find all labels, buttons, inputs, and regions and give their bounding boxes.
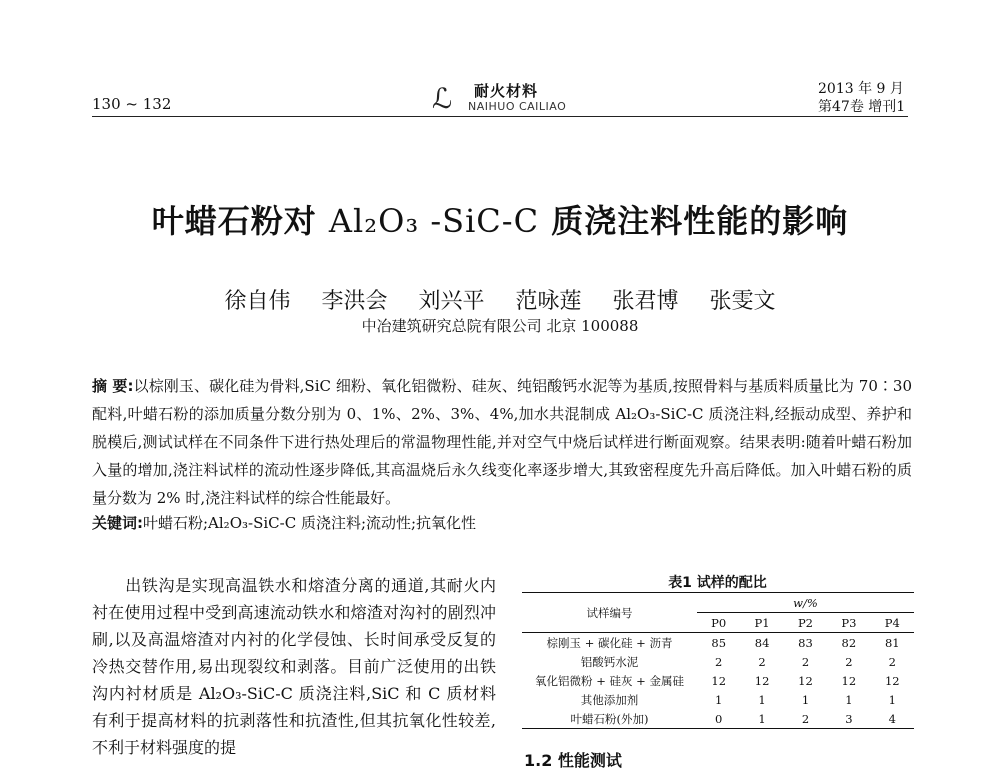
page-range: 130 ~ 132: [92, 95, 172, 113]
journal-name-cn: 耐火材料: [474, 82, 539, 100]
row-label: 叶蜡石粉(外加): [522, 709, 697, 729]
row-header-cell: 试样编号: [522, 593, 697, 633]
column-header: P3: [827, 613, 870, 633]
table-caption: 表1 试样的配比: [668, 575, 767, 591]
table-cell: 12: [798, 673, 813, 688]
author: 张雯文: [709, 289, 776, 314]
table-cell: 1: [888, 692, 896, 707]
table-row: [522, 671, 914, 690]
table-row: [522, 690, 914, 709]
column-header: P1: [740, 613, 783, 633]
table-cell: 4: [871, 709, 914, 729]
issue-date: 2013 年 9 月: [818, 81, 904, 97]
table-cell: 2: [784, 709, 827, 729]
section-heading: 1.2 性能测试: [524, 751, 622, 770]
author: 范咏莲: [515, 289, 582, 314]
header-rule: [92, 116, 908, 117]
body-paragraph: [92, 572, 496, 761]
table-cell: 12: [711, 673, 727, 688]
table-row: [522, 652, 914, 671]
paper-title: [0, 196, 1000, 242]
author: 徐自伟: [224, 289, 291, 314]
column-header: P0: [697, 613, 740, 633]
table-cell: 85: [711, 635, 727, 650]
row-label: 棕刚玉 + 碳化硅 + 沥青: [546, 635, 673, 650]
table-cell: 81: [884, 635, 900, 650]
table-cell: 1: [740, 709, 783, 729]
abstract-text: 以棕刚玉、碳化硅为骨料,SiC 细粉、氧化铝微粉、硅灰、纯铝酸钙水泥等为基质,按照骨料与基质料质量比为 70∶30 配料,叶蜡石粉的添加质量分数分别为 0、1%、2%、3%、4%,加水共混制成 Al₂O₃-SiC-C 质浇注料,经振动成型、养护和脱模后,测试试样在不同条件下进行热处理后的常温物理性能,并对空气中烧后试样进行断面观察。结果表明:随着叶蜡石粉加入量的增加,浇注料试样的流动性逐步降低,其高温烧后永久线变化率逐步增大,其致密程度先升高后降低。加入叶蜡石粉的质量分数为 2% 时,浇注料试样的综合性能最好。: [92, 377, 912, 507]
keywords-label: 关键词:: [92, 514, 143, 532]
column-header: P4: [871, 613, 914, 633]
abstract-label: 摘 要:: [92, 377, 134, 395]
table-cell: 2: [801, 654, 810, 669]
abstract: [92, 372, 912, 512]
table-cell: 12: [754, 673, 770, 688]
keywords-text: 叶蜡石粉;Al₂O₃-SiC-C 质浇注料;流动性;抗氧化性: [143, 514, 477, 532]
affiliation: 中冶建筑研究总院有限公司 北京 100088: [361, 317, 639, 335]
table-cell: 0: [697, 709, 740, 729]
row-label: 铝酸钙水泥: [580, 654, 639, 669]
body-text: 出铁沟是实现高温铁水和熔渣分离的通道,其耐火内衬在使用过程中受到高速流动铁水和熔渣对沟衬的剧烈冲刷,以及高温熔渣对内衬的化学侵蚀、长时间承受反复的冷热交替作用,易出现裂纹和剥落。目前广泛使用的出铁沟内衬材质是 Al₂O₃-SiC-C 质浇注料,SiC 和 C 质材料有利于提高材料的抗剥落性和抗渣性,但其抗氧化性较差,不利于材料强度的提: [92, 576, 496, 757]
table-header-row: [522, 593, 914, 613]
author: 张君博: [612, 289, 679, 314]
author-list: [0, 284, 1000, 315]
title-prefix: 叶蜡石粉对: [151, 202, 329, 240]
unit-cell: w/%: [697, 593, 914, 613]
row-label: 氧化铝微粉 + 硅灰 + 金属硅: [535, 673, 684, 688]
table-cell: 2: [845, 654, 853, 669]
author: 李洪会: [321, 289, 388, 314]
table-cell: 1: [758, 692, 766, 707]
table-cell: 2: [758, 654, 766, 669]
row-label: 其他添加剂: [580, 692, 639, 707]
author: 刘兴平: [418, 289, 485, 314]
table-cell: 12: [884, 673, 900, 688]
table-row: [522, 633, 914, 653]
issue-volume: 第47卷 增刊1: [818, 99, 906, 115]
table-cell: 3: [827, 709, 870, 729]
table-cell: 2: [715, 654, 723, 669]
table-cell: 1: [845, 692, 853, 707]
title-chem: Al₂O₃ -SiC-C: [328, 202, 540, 240]
journal-logo: [432, 80, 582, 120]
keywords: [92, 512, 912, 533]
table-cell: 12: [841, 673, 857, 688]
mix-ratio-table: [522, 592, 914, 729]
table-cell: 83: [798, 635, 813, 650]
title-suffix: 质浇注料性能的影响: [539, 202, 849, 240]
issue-info: [818, 80, 905, 116]
logo-icon: ℒ: [432, 82, 453, 115]
journal-name-en: NAIHUO CAILIAO: [468, 100, 567, 113]
column-header: P2: [784, 613, 827, 633]
table-row: [522, 709, 914, 729]
table-cell: 2: [888, 654, 896, 669]
table-cell: 82: [841, 635, 857, 650]
table-cell: 84: [754, 635, 770, 650]
table-cell: 1: [715, 692, 723, 707]
table-cell: 1: [801, 692, 810, 707]
